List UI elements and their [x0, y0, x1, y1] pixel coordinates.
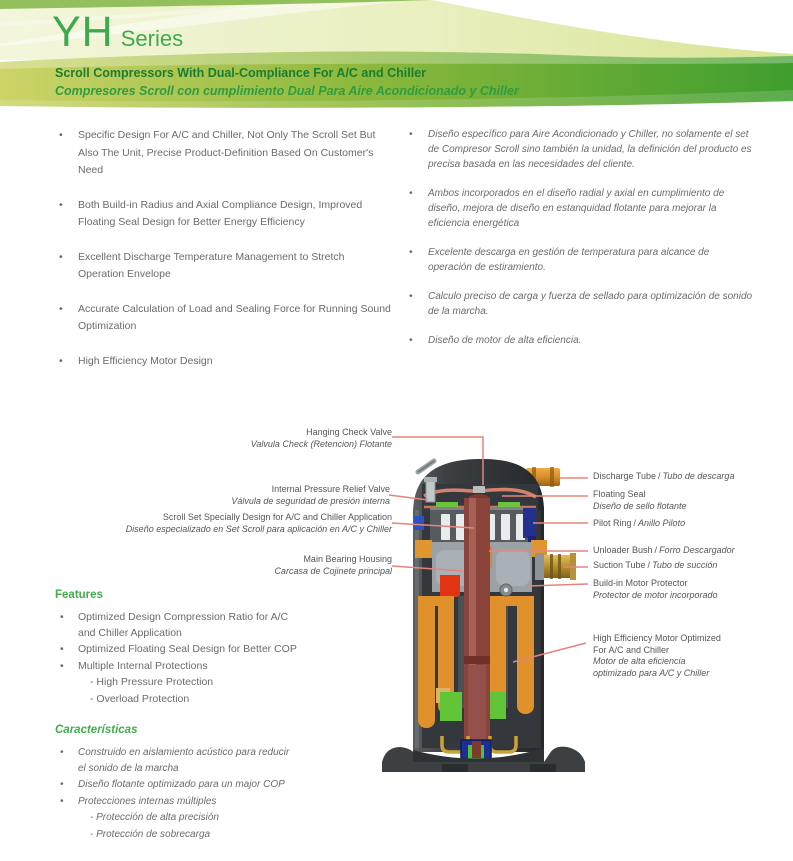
callout-separator: /: [647, 560, 651, 570]
bullet-item: • Calculo preciso de carga y fuerza de sellado para optimización de sonido de la marcha.: [407, 289, 755, 319]
callout-internal-pressure-relief-valve: [231, 484, 390, 507]
callout-en: Unloader Bush: [593, 545, 653, 555]
feature-line: • Multiple Internal Protections: [78, 659, 208, 672]
bullet-item: • Excellent Discharge Temperature Management to Stretch Operation Envelope: [57, 249, 393, 284]
series-word: Series: [120, 26, 184, 51]
callout-scroll-set: [126, 512, 392, 535]
features-list: [55, 610, 355, 707]
feature-sub-item: - High Pressure Protection: [90, 676, 214, 688]
callout-es: Diseño de sello flotante: [593, 500, 687, 511]
caracteristica-line: • Protecciones internas múltiples: [78, 795, 217, 807]
bullet-item: • Specific Design For A/C and Chiller, Not Only The Scroll Set But Also The Unit, Precise Product-Definition Based On Customer's Need: [57, 127, 393, 180]
caracteristica-sub-item: - Protección de alta precisión: [90, 812, 219, 823]
callout-en: Suction Tube: [593, 560, 646, 570]
callout-main-bearing-housing: [274, 554, 392, 577]
callout-es: Tubo de descarga: [662, 471, 735, 481]
callout-es: Carcasa de Cojinete principal: [274, 565, 392, 576]
callout-en: Discharge Tube: [593, 471, 657, 481]
callout-en: High Efficiency Motor Optimized: [593, 633, 721, 643]
bullet-item: • Ambos incorporados en el diseño radial y axial en cumplimiento de diseño, mejora de diseño en estanquidad flotante para mejorar la eficiencia energética: [407, 186, 755, 231]
intro-bullets-english: [57, 127, 393, 387]
caracteristica-line: • Diseño flotante optimizado para un major COP: [78, 779, 285, 790]
pilot-ring-shape: [523, 508, 536, 538]
callout-en: Floating Seal: [593, 489, 646, 499]
feature-line: • Optimized Floating Seal Design for Better COP: [78, 643, 297, 655]
callout-en: For A/C and Chiller: [593, 644, 670, 655]
callout-en: Pilot Ring: [593, 518, 632, 528]
subtitle-english: Scroll Compressors With Dual-Compliance For A/C and Chiller: [55, 66, 427, 80]
intro-bullets-spanish: [407, 127, 755, 362]
callout-es: optimizado para A/C y Chiller: [593, 667, 710, 678]
caracteristicas-list: [55, 745, 355, 842]
callout-es: Anillo Piloto: [638, 518, 686, 528]
callout-es: Válvula de seguridad de presión interna: [231, 495, 390, 506]
compressor-cutaway-illustration: [378, 450, 590, 780]
callout-discharge-tube: [593, 471, 734, 483]
crankshaft-shape: [464, 498, 490, 760]
callout-pilot-ring: [593, 518, 685, 530]
red-component: [440, 575, 460, 597]
callout-es: Valvula Check (Retencion) Flotante: [250, 438, 392, 449]
feature-line: • Optimized Design Compression Ratio for A/C: [78, 611, 289, 623]
feature-item: [55, 659, 355, 675]
callout-unloader-bush: [593, 545, 735, 557]
callout-es: Diseño especializado en Set Scroll para aplicación en A/C y Chiller: [125, 523, 392, 534]
caracteristica-item: [55, 745, 355, 776]
feature-line: and Chiller Application: [78, 626, 182, 639]
callout-es: Protector de motor incorporado: [593, 589, 718, 600]
page-header: [0, 0, 793, 115]
callout-separator: /: [654, 545, 658, 555]
caracteristica-line: • Construido en aislamiento acústico para reducir: [78, 747, 290, 758]
bullet-item: • Excelente descarga en gestión de temperatura para alcance de operación de estiramiento.: [407, 245, 755, 275]
motor-protector-shape: [500, 584, 512, 596]
callout-es: Tubo de succión: [652, 560, 718, 570]
bullet-item: • High Efficiency Motor Design: [57, 353, 393, 371]
callout-motor-protector: [593, 578, 718, 601]
callout-separator: /: [633, 518, 637, 528]
callout-es: Forro Descargador: [659, 545, 735, 555]
callout-en: Scroll Set Specially Design for A/C and Chiller Application: [162, 512, 392, 522]
features-heading: Features: [55, 589, 103, 601]
series-code: YH: [52, 8, 114, 56]
relief-valve-shape: [424, 477, 437, 502]
callout-en: Internal Pressure Relief Valve: [271, 484, 390, 494]
left-blue-part: [414, 516, 424, 530]
callout-floating-seal: [593, 489, 687, 512]
caracteristica-item: [55, 794, 355, 810]
callout-es: Motor de alta eficiencia: [593, 656, 686, 666]
callout-suction-tube: [593, 560, 717, 572]
suction-tube-shape: [535, 553, 576, 580]
subtitle-spanish: Compresores Scroll con cumplimiento Dual Para Aire Acondicionado y Chiller: [55, 84, 519, 98]
caracteristicas-heading: Características: [55, 724, 138, 736]
bullet-item: • Accurate Calculation of Load and Sealing Force for Running Sound Optimization: [57, 301, 393, 336]
seal-strip-right: [498, 502, 520, 507]
series-title: [52, 8, 183, 57]
features-section: [55, 589, 355, 708]
callout-en: Hanging Check Valve: [306, 427, 392, 437]
callout-high-efficiency-motor: [593, 633, 721, 679]
feature-item: [55, 642, 355, 658]
callout-separator: /: [658, 471, 661, 481]
bullet-item: • Diseño específico para Aire Acondicionado y Chiller, no solamente el set de Compresor Scroll sino también la unidad, la definición del producto es precisa basada en las necesidades del cliente.: [407, 127, 755, 172]
callout-en: Main Bearing Housing: [303, 554, 392, 564]
caracteristicas-section: [55, 724, 355, 843]
feature-sub-item: - Overload Protection: [90, 692, 190, 705]
caracteristica-line: el sonido de la marcha: [78, 762, 179, 774]
bullet-item: • Diseño de motor de alta eficiencia.: [407, 333, 755, 348]
callout-hanging-check-valve: [251, 427, 392, 450]
hanging-hook-shape: [418, 461, 434, 472]
bullet-item: • Both Build-in Radius and Axial Compliance Design, Improved Floating Seal Design for Better Energy Efficiency: [57, 197, 393, 232]
seal-strip-left: [436, 502, 458, 507]
caracteristica-sub-item: - Protección de sobrecarga: [90, 828, 211, 840]
callout-en: Build-in Motor Protector: [593, 578, 688, 588]
green-insulation-left: [440, 692, 462, 721]
feature-item: [55, 610, 355, 641]
caracteristica-item: [55, 777, 355, 793]
